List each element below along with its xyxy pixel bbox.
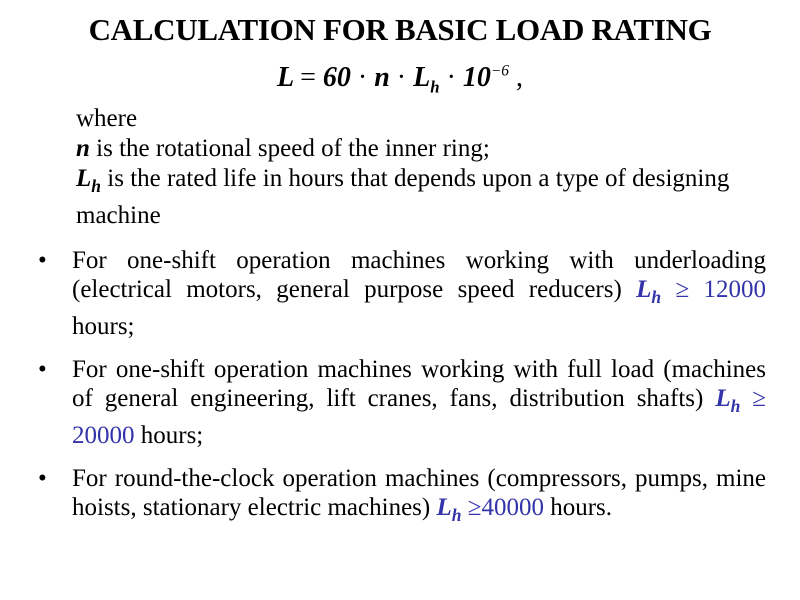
bullet-item-one-shift-underload: • For one-shift operation machines working with underloading (electrical motors, general purpose speed reducers) $L_h \ge 12000$ hours; bbox=[38, 247, 766, 340]
bullet-marker: • bbox=[38, 465, 47, 492]
page-title: CALCULATION FOR BASIC LOAD RATING bbox=[88, 12, 712, 47]
formula-L: $L_h$ bbox=[413, 62, 440, 97]
where-n-definition: n is the rotational speed of the inner ring; bbox=[76, 135, 490, 162]
bullet-item-round-the-clock: • For round-the-clock operation machines (compressors, pumps, mine hoists, stationary electric machines) $L_h \ge 40000$ hours. bbox=[38, 465, 766, 525]
lh-value: ≥40000 bbox=[461, 494, 544, 521]
bullet-marker: • bbox=[38, 356, 47, 383]
lh-symbol: $L_h$ bbox=[76, 165, 102, 196]
lh-symbol: $L_h$ bbox=[636, 276, 662, 307]
formula-n: n bbox=[374, 62, 390, 93]
n-symbol: n bbox=[76, 135, 90, 162]
lh-value: ≥ 20000 bbox=[72, 385, 766, 449]
formula-dot-2: · bbox=[396, 62, 407, 93]
formula-dot-1: · bbox=[357, 62, 368, 93]
formula-equals: = bbox=[300, 62, 316, 93]
lh-value: ≥ 12000 bbox=[661, 276, 766, 303]
formula-constant: 60 bbox=[322, 62, 351, 93]
bullet-list bbox=[34, 246, 766, 544]
where-block bbox=[76, 104, 766, 231]
where-intro: where bbox=[76, 105, 138, 132]
lh-symbol: $L_h$ bbox=[715, 385, 741, 416]
formula-comma: , bbox=[515, 62, 523, 93]
load-rating-formula bbox=[0, 62, 800, 98]
formula-lhs: L bbox=[277, 62, 294, 93]
where-lh-definition: $L_h$ is the rated life in hours that depends upon a type of designing machine bbox=[76, 165, 730, 229]
formula-exponent: −6 bbox=[490, 62, 509, 80]
formula-h-subscript: h bbox=[430, 77, 440, 97]
formula-power: $10^{-6}$ bbox=[462, 62, 509, 93]
lh-symbol: $L_h$ bbox=[436, 494, 462, 525]
bullet-marker: • bbox=[38, 247, 47, 274]
formula-dot-3: · bbox=[446, 62, 456, 93]
bullet-item-one-shift-full-load: • For one-shift operation machines working with full load (machines of general engineering, lift cranes, fans, distribution shafts) $L_h \ge 20000$ hours; bbox=[38, 356, 766, 449]
